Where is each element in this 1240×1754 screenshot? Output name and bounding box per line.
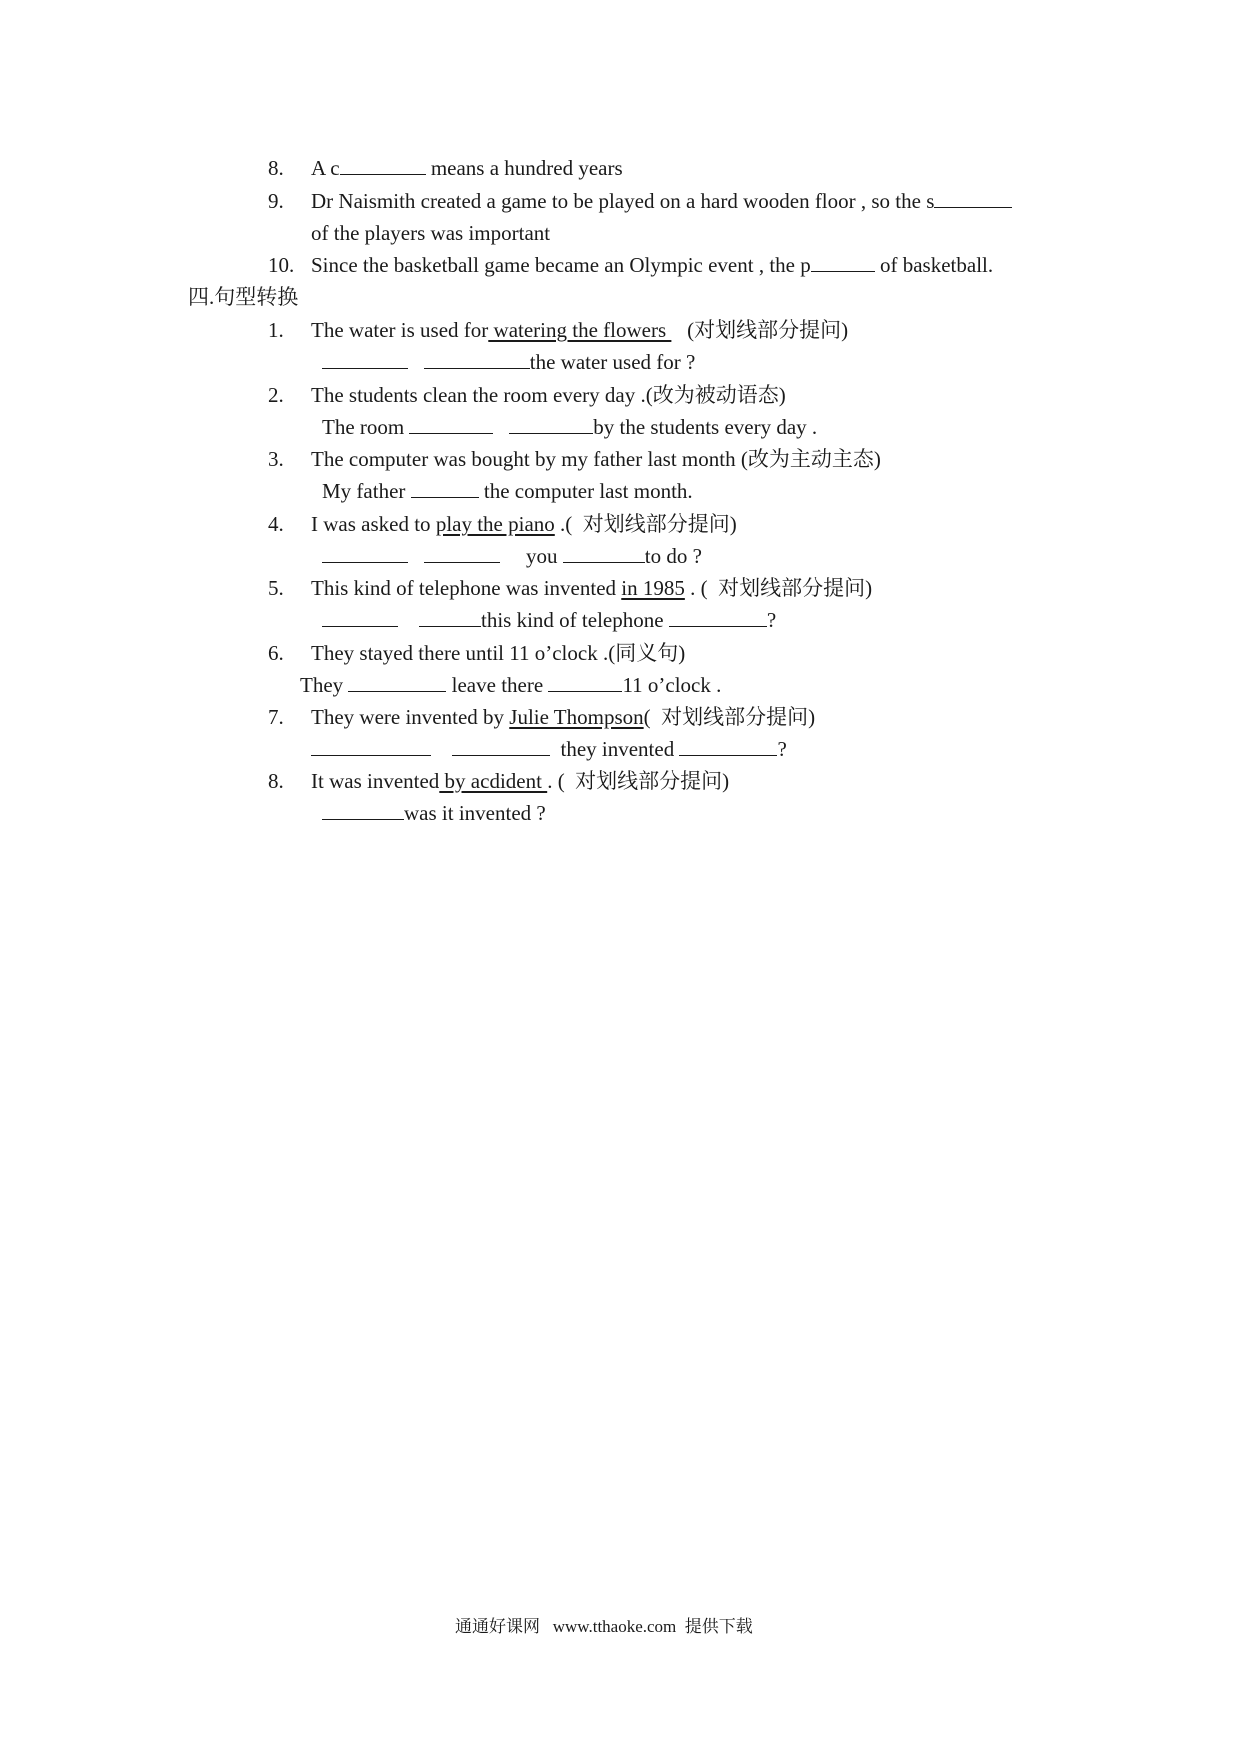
answer-text: 11 o’clock . <box>622 673 722 697</box>
answer-blank[interactable] <box>419 608 481 627</box>
item-question: They stayed there until 11 o’clock .(同义句) <box>311 641 686 665</box>
item-question <box>311 704 815 730</box>
answer-text: My father <box>322 479 411 503</box>
instruction-text: (对划线部分提问) <box>671 318 849 342</box>
instruction-text: . ( 对划线部分提问) <box>684 576 873 600</box>
answer-text <box>408 544 424 568</box>
answer-text: leave there <box>446 673 549 697</box>
answer-text <box>431 737 452 761</box>
footer-text: 通通好课网 www.tthaoke.com 提供下载 <box>455 1617 753 1636</box>
answer-blank[interactable] <box>322 350 408 369</box>
item-answer-line <box>300 672 721 698</box>
vocab-text: A c <box>311 156 340 180</box>
item-number: 4. <box>268 512 284 536</box>
instruction-text: ( 对划线部分提问) <box>643 705 816 729</box>
answer-text <box>493 415 509 439</box>
answer-text: They <box>300 673 349 697</box>
answer-blank[interactable] <box>548 673 622 692</box>
answer-text: ? <box>766 608 777 632</box>
question-text: It was invented <box>311 769 440 793</box>
answer-blank[interactable] <box>934 189 1012 208</box>
item-answer-line <box>311 736 787 762</box>
underlined-phrase: in 1985 <box>621 576 685 600</box>
item-number: 6. <box>268 641 284 665</box>
answer-blank[interactable] <box>452 737 550 756</box>
answer-blank[interactable] <box>679 737 777 756</box>
answer-text: by the students every day . <box>593 415 818 439</box>
answer-text: to do ? <box>644 544 702 568</box>
instruction-text: . ( 对划线部分提问) <box>547 769 730 793</box>
item-number: 8. <box>268 769 284 793</box>
answer-text <box>408 350 424 374</box>
answer-blank[interactable] <box>409 415 493 434</box>
answer-text: was it invented ? <box>404 801 546 825</box>
underlined-phrase: watering the flowers <box>488 318 672 342</box>
answer-text: the computer last month. <box>478 479 693 503</box>
answer-blank[interactable] <box>424 544 500 563</box>
item-answer-line <box>322 478 693 504</box>
item-number: 5. <box>268 576 284 600</box>
answer-blank[interactable] <box>322 608 398 627</box>
answer-blank[interactable] <box>424 350 530 369</box>
answer-text: The room <box>322 415 410 439</box>
answer-text: the water used for ? <box>529 350 696 374</box>
item-question: The computer was bought by my father last month (改为主动主态) <box>311 447 881 471</box>
vocab-number: 9. <box>268 189 284 213</box>
vocab-text: Since the basketball game became an Olympic event , the p <box>311 253 811 277</box>
item-number: 7. <box>268 705 284 729</box>
item-question <box>311 511 737 537</box>
underlined-phrase: by acdident <box>439 769 548 793</box>
answer-blank[interactable] <box>669 608 767 627</box>
question-text: They were invented by <box>311 705 510 729</box>
answer-text <box>398 608 419 632</box>
item-question: The students clean the room every day .(改为被动语态) <box>311 383 786 407</box>
item-answer-line <box>322 349 695 375</box>
vocab-number: 8. <box>268 156 284 180</box>
question-text: This kind of telephone was invented <box>311 576 622 600</box>
question-text: The water is used for <box>311 318 489 342</box>
item-number: 1. <box>268 318 284 342</box>
underlined-phrase: Julie Thompson <box>509 705 644 729</box>
answer-blank[interactable] <box>563 544 645 563</box>
answer-text: you <box>499 544 563 568</box>
answer-blank[interactable] <box>509 415 593 434</box>
question-text: I was asked to <box>311 512 436 536</box>
answer-blank[interactable] <box>322 544 408 563</box>
vocab-text: means a hundred years <box>425 156 623 180</box>
answer-blank[interactable] <box>811 253 875 272</box>
answer-blank[interactable] <box>348 673 446 692</box>
item-question <box>311 575 872 601</box>
answer-text: ? <box>777 737 787 761</box>
vocab-number: 10. <box>268 253 295 277</box>
section-title: 四.句型转换 <box>188 285 299 309</box>
underlined-phrase: play the piano <box>435 512 555 536</box>
vocab-text: of basketball. <box>874 253 994 277</box>
answer-blank[interactable] <box>311 737 431 756</box>
answer-text: this kind of telephone <box>481 608 669 632</box>
vocab-line: of the players was important <box>311 221 551 245</box>
item-answer-line <box>322 607 776 633</box>
item-answer-line <box>322 543 702 569</box>
vocab-line <box>311 155 623 181</box>
answer-blank[interactable] <box>340 156 426 175</box>
item-number: 2. <box>268 383 284 407</box>
item-question <box>311 768 729 794</box>
item-number: 3. <box>268 447 284 471</box>
answer-blank[interactable] <box>411 479 479 498</box>
item-question <box>311 317 848 343</box>
item-answer-line <box>322 800 546 826</box>
vocab-text: Dr Naismith created a game to be played on a hard wooden floor , so the s <box>311 189 935 213</box>
answer-blank[interactable] <box>322 801 404 820</box>
vocab-line <box>311 188 1012 214</box>
answer-text: they invented <box>550 737 680 761</box>
item-answer-line <box>322 414 817 440</box>
instruction-text: .( 对划线部分提问) <box>554 512 737 536</box>
vocab-line <box>311 252 993 278</box>
